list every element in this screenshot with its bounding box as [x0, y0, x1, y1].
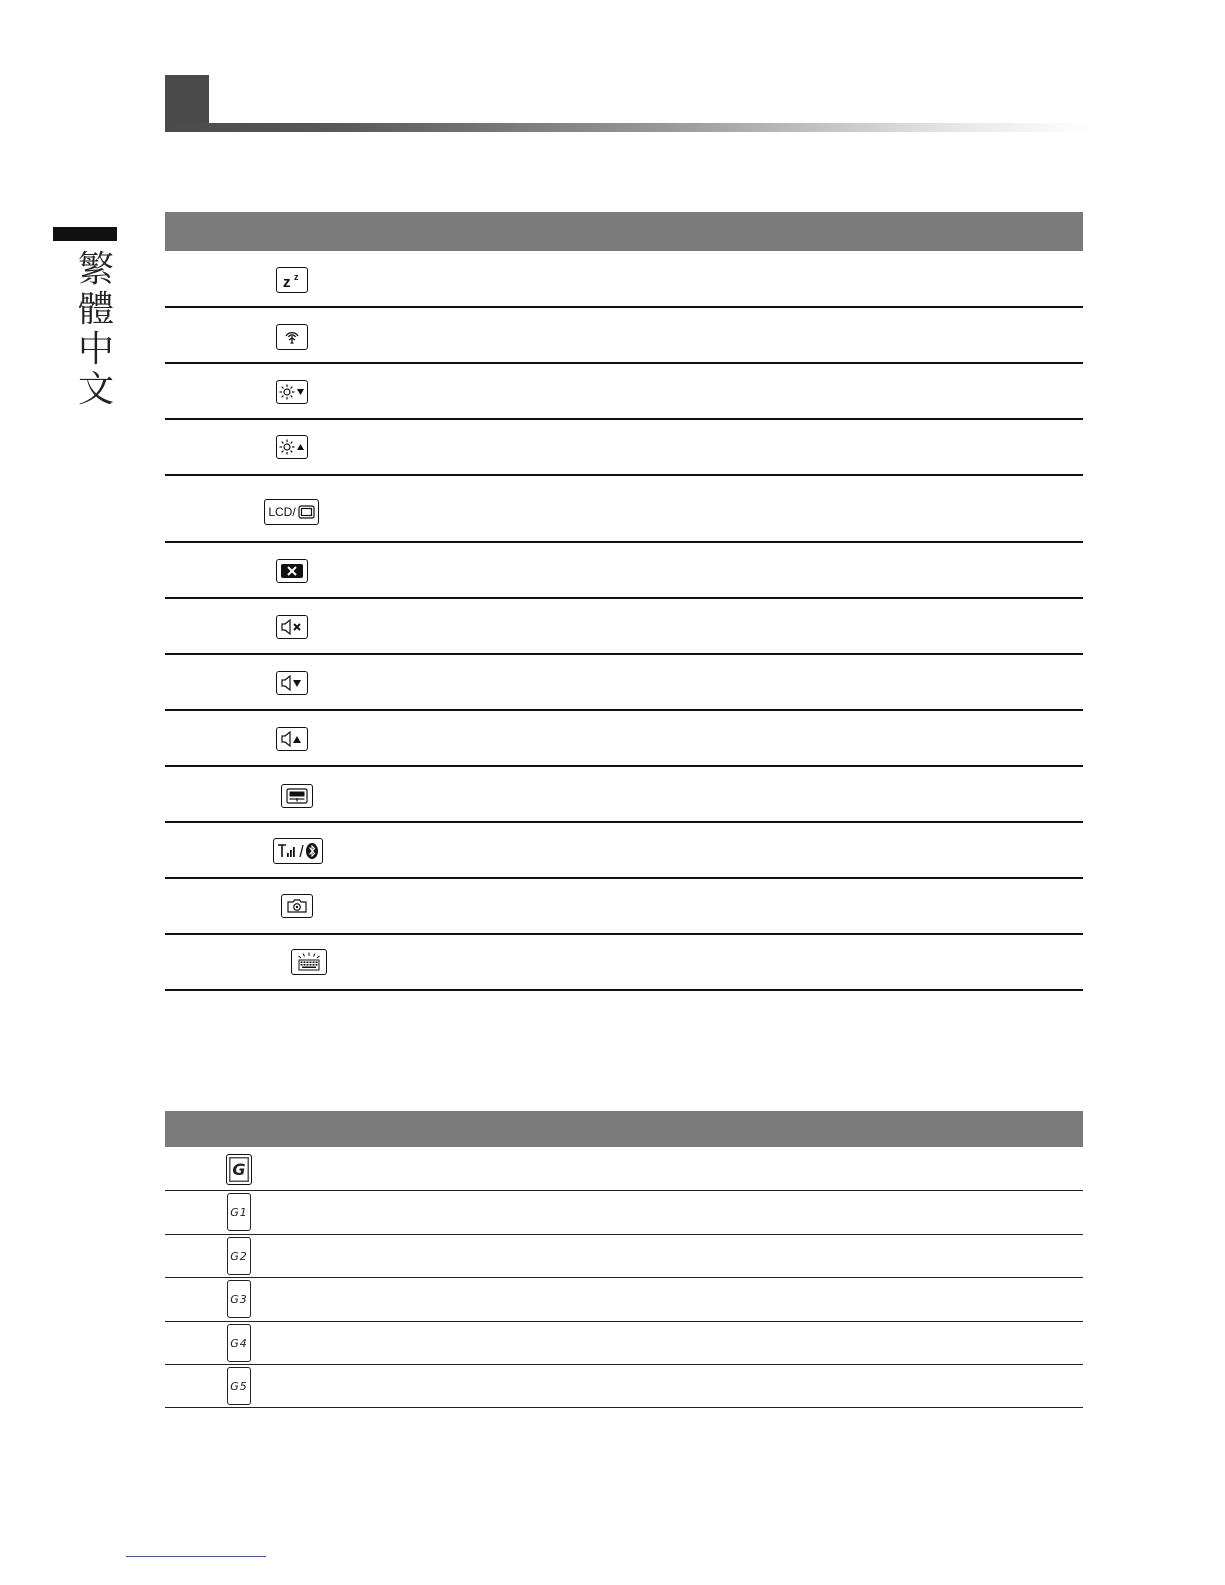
function-key-row	[165, 823, 1083, 879]
g4-key-icon: G4	[227, 1324, 251, 1362]
svg-text:z: z	[294, 272, 299, 282]
footer-link-underline	[126, 1556, 266, 1557]
webcam-icon	[281, 894, 313, 918]
function-key-row	[165, 476, 1083, 543]
brightness-up-icon	[276, 435, 308, 459]
g2-key-icon: G2	[227, 1237, 251, 1275]
function-key-row	[165, 711, 1083, 767]
mute-icon	[276, 615, 308, 639]
language-char: 體	[77, 289, 114, 330]
function-key-row	[165, 655, 1083, 711]
g-key-row	[165, 1191, 1083, 1235]
touchpad-toggle-icon	[281, 784, 313, 808]
wireless-bluetooth-icon	[273, 838, 323, 864]
lcd-key-label: LCD/	[268, 505, 296, 519]
g-key-row	[165, 1365, 1083, 1408]
volume-up-icon	[276, 727, 308, 751]
language-tab-label	[71, 250, 121, 410]
function-key-row	[165, 420, 1083, 476]
function-key-row	[165, 308, 1083, 364]
chapter-header-curve	[209, 75, 225, 123]
g-key-row	[165, 1322, 1083, 1365]
g1-key-icon: G1	[227, 1193, 251, 1231]
g-key-icon: G	[226, 1154, 252, 1185]
chapter-header-rule	[165, 123, 1090, 132]
function-key-row	[165, 767, 1083, 823]
g-key-row	[165, 1235, 1083, 1278]
g-key-row	[165, 1278, 1083, 1322]
airplane-mode-icon	[276, 324, 308, 350]
function-key-row	[165, 543, 1083, 599]
g-key-table-header	[165, 1111, 1083, 1147]
function-key-table-header	[165, 212, 1083, 251]
function-key-row	[165, 879, 1083, 935]
volume-down-icon	[276, 671, 308, 695]
keyboard-backlight-icon	[291, 949, 327, 975]
function-key-row	[165, 935, 1083, 991]
sleep-zz-icon	[276, 267, 308, 293]
brightness-down-icon	[276, 380, 308, 404]
function-key-row	[165, 251, 1083, 308]
language-char: 文	[77, 369, 114, 410]
language-char: 中	[77, 329, 114, 370]
lcd-display-switch-icon	[264, 499, 319, 525]
g3-key-icon: G3	[227, 1280, 251, 1318]
language-char: 繁	[77, 249, 114, 290]
display-off-icon	[276, 559, 308, 583]
function-key-row	[165, 364, 1083, 420]
g-key-row	[165, 1147, 1083, 1191]
language-tab-marker	[53, 227, 117, 241]
g5-key-icon: G5	[227, 1367, 251, 1405]
svg-text:z: z	[283, 274, 291, 289]
function-key-row	[165, 599, 1083, 655]
